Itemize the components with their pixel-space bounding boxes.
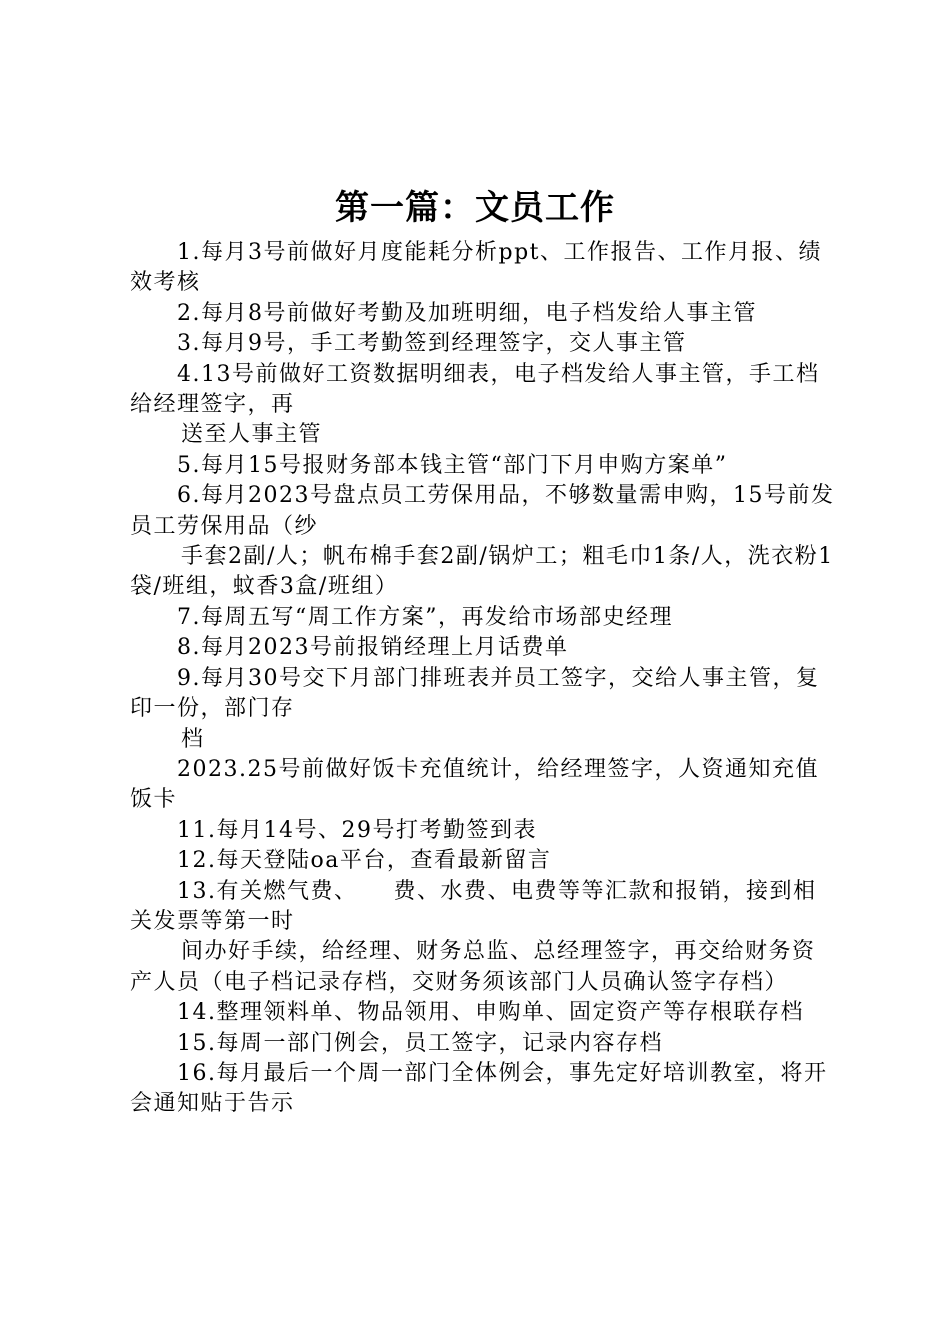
paragraph-14: 14.整理领料单、物品领用、申购单、固定资产等存根联存档 [177, 1000, 804, 1026]
paragraph-4-continued: 送至人事主管 [181, 422, 323, 448]
paragraph-15: 15.每周一部门例会，员工签字，记录内容存档 [177, 1030, 663, 1056]
paragraph-13-continued: 间办好手续，给经理、财务总监、总经理签字，再交给财务资产人员（电子档记录存档，交财务须该部门人员确认签字存档） [130, 939, 816, 995]
paragraph-7: 7.每周五写“周工作方案”，再发给市场部史经理 [177, 604, 673, 630]
paragraph-1: 1.每月3号前做好月度能耗分析ppt、工作报告、工作月报、绩效考核 [130, 240, 822, 296]
paragraph-5: 5.每月15号报财务部本钱主管“部门下月申购方案单” [177, 452, 728, 478]
paragraph-16: 16.每月最后一个周一部门全体例会，事先定好培训教室，将开会通知贴于告示 [130, 1060, 828, 1117]
paragraph-2: 2.每月8号前做好考勤及加班明细，电子档发给人事主管 [177, 300, 757, 326]
document-title: 第一篇：文员工作 [335, 188, 615, 228]
paragraph-6-continued: 手套2副/人；帆布棉手套2副/锅炉工；粗毛巾1条/人，洗衣粉1袋/班组，蚊香3盒/班组） [130, 544, 834, 600]
paragraph-9: 9.每月30号交下月部门排班表并员工签字，交给人事主管，复印一份，部门存 [130, 665, 820, 722]
document-body [130, 238, 838, 1120]
paragraph-8: 8.每月2023号前报销经理上月话费单 [177, 635, 569, 661]
paragraph-10: 2023.25号前做好饭卡充值统计，给经理签字，人资通知充值饭卡 [130, 756, 819, 813]
paragraph-11: 11.每月14号、29号打考勤签到表 [177, 817, 537, 843]
paragraph-13: 13.有关燃气费、 费、水费、电费等等汇款和报销，接到相关发票等第一时 [130, 878, 817, 934]
paragraph-6: 6.每月2023号盘点员工劳保用品，不够数量需申购，15号前发员工劳保用品（纱 [130, 483, 835, 539]
paragraph-9-continued: 档 [181, 726, 205, 752]
paragraph-3: 3.每月9号，手工考勤签到经理签字，交人事主管 [177, 331, 687, 357]
paragraph-12: 12.每天登陆oa平台，查看最新留言 [177, 848, 552, 874]
paragraph-4: 4.13号前做好工资数据明细表，电子档发给人事主管，手工档给经理签字，再 [130, 361, 820, 418]
